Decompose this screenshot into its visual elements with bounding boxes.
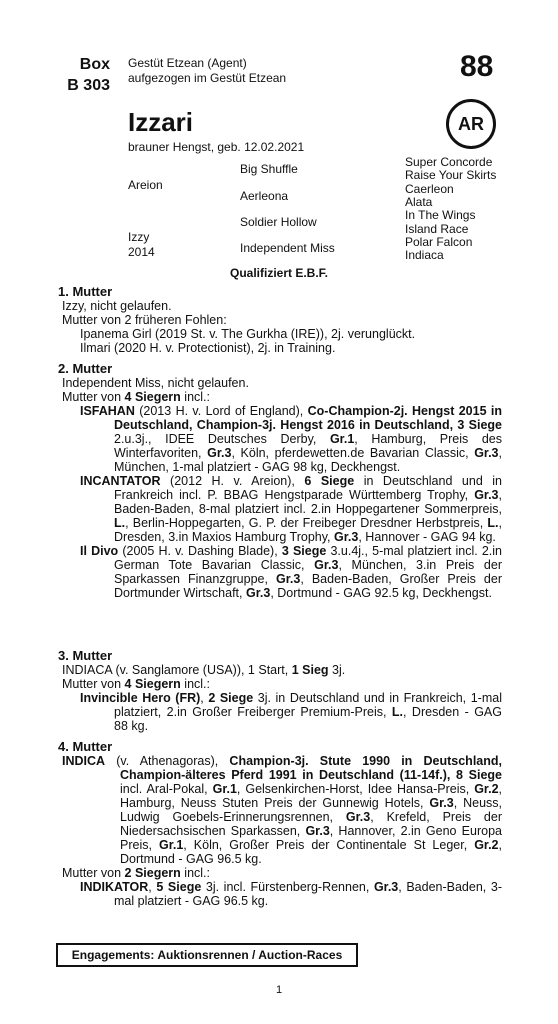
agent-line-2: aufgezogen im Gestüt Etzean bbox=[128, 71, 287, 85]
section-title: 3. Mutter bbox=[58, 648, 113, 663]
pedigree-great-grandparent: Super Concorde bbox=[405, 155, 493, 169]
pedigree-great-grandparent: Caerleon bbox=[405, 182, 454, 196]
produce-line: Mutter von 4 Siegern incl.: bbox=[62, 677, 210, 691]
winner-entry-indikator: INDIKATOR, 5 Siege 3j. incl. Fürstenberg-Rennen, Gr.3, Baden-Baden, 3-mal platziert - GAG 96.5 kg. bbox=[80, 880, 502, 908]
pedigree-sire: Areion bbox=[128, 178, 163, 192]
foal-entry: Ipanema Girl (2019 St. v. The Gurkha (IRE)), 2j. verunglückt. bbox=[80, 327, 416, 341]
section-title: 4. Mutter bbox=[58, 739, 113, 754]
lot-number: 88 bbox=[460, 50, 494, 83]
produce-line: Mutter von 2 Siegern incl.: bbox=[62, 866, 210, 880]
pedigree-great-grandparent: Indiaca bbox=[405, 248, 444, 262]
agent-line-1: Gestüt Etzean (Agent) bbox=[128, 56, 247, 70]
produce-line: Mutter von 4 Siegern incl.: bbox=[62, 390, 210, 404]
pedigree-great-grandparent: In The Wings bbox=[405, 208, 476, 222]
pedigree-dam-year: 2014 bbox=[128, 245, 155, 259]
agent-info bbox=[128, 56, 286, 86]
section-title: 2. Mutter bbox=[58, 361, 113, 376]
horse-name: Izzari bbox=[128, 107, 194, 137]
section-title: 1. Mutter bbox=[58, 284, 113, 299]
box-label: Box bbox=[79, 56, 110, 73]
qualified-note: Qualifiziert E.B.F. bbox=[229, 266, 328, 280]
dam-line: Independent Miss, nicht gelaufen. bbox=[62, 376, 249, 390]
winner-entry-il-divo: Il Divo (2005 H. v. Dashing Blade), 3 Siege 3.u.4j., 5-mal platziert incl. 2.in German Tote Bavarian Classic, Gr.3, München, 3.in Preis der Sparkassen Finanzgruppe, Gr.3, Baden-Baden, Großer Preis der Dortmunder Wirtschaft, Gr.3, Dortmund - GAG 92.5 kg, Deckhengst. bbox=[80, 544, 503, 600]
section-mutter-1 bbox=[58, 285, 502, 355]
engagements-box bbox=[56, 943, 358, 967]
section-mutter-2 bbox=[58, 362, 502, 600]
engagements-label: Engagements: Auktionsrennen / Auction-Races bbox=[71, 948, 343, 962]
horse-description: brauner Hengst, geb. 12.02.2021 bbox=[128, 140, 305, 154]
pedigree-grandparent: Soldier Hollow bbox=[240, 215, 317, 229]
ar-badge-label: AR bbox=[458, 113, 484, 134]
pedigree-great-grandparent: Raise Your Skirts bbox=[405, 168, 497, 182]
winner-entry-incantator: INCANTATOR (2012 H. v. Areion), 6 Siege in Deutschland und in Frankreich incl. P. BBAG Hengstparade Württemberg Trophy, Gr.3, Baden-Baden, 8-mal platziert incl. 2.in Hoppegartener Sommerpreis, L., Berlin-Hoppegarten, G. P. der Freibeger Dresdner Herbstpreis, L., Dresden, 3.in Maxios Hamburg Trophy, Gr.3, Hannover - GAG 94 kg. bbox=[80, 474, 502, 544]
pedigree-grandparent: Independent Miss bbox=[240, 241, 335, 255]
winner-entry-invincible-hero: Invincible Hero (FR), 2 Siege 3j. in Deutschland und in Frankreich, 1-mal platziert, 2.in Großer Freiberger Premium-Preis, L., Dresden - GAG 88 kg. bbox=[80, 691, 502, 733]
pedigree-great-grandparent: Alata bbox=[405, 195, 433, 209]
box-number: B 303 bbox=[67, 77, 110, 94]
winner-entry-isfahan: ISFAHAN (2013 H. v. Lord of England), Co-Champion-2j. Hengst 2015 in Deutschland, Champion-3j. Hengst 2016 in Deutschland, 3 Siege 2.u.3j., IDEE Deutsches Derby, Gr.1, Hamburg, Preis des Winterfavoriten, Gr.3, Köln, pferdewetten.de Bavarian Classic, Gr.3, München, 1-mal platziert - GAG 98 kg, Deckhengst. bbox=[80, 404, 503, 474]
page-number: 1 bbox=[275, 984, 283, 996]
produce-line: Mutter von 2 früheren Fohlen: bbox=[62, 313, 227, 327]
dam-entry-indica: INDICA (v. Athenagoras), Champion-3j. Stute 1990 in Deutschland, Champion-älteres Pferd 1991 in Deutschland (11-14f.), 8 Siege incl. Aral-Pokal, Gr.1, Gelsenkirchen-Horst, Idee Hansa-Preis, Gr.2, Hamburg, Neuss Stuten Preis der Gunnewig Hotels, Gr.3, Neuss, Ludwig Goebels-Erinnerungsrennen, Gr.3, Krefeld, Preis der Niedersachsischen Sparkassen, Gr.3, Hannover, 2.in Geno Europa Preis, Gr.1, Köln, Großer Preis der Continentale St Leger, Gr.2, Dortmund - GAG 96.5 kg. bbox=[62, 754, 503, 866]
ar-badge bbox=[446, 99, 496, 149]
pedigree-great-grandparent: Island Race bbox=[405, 222, 469, 236]
section-mutter-3 bbox=[58, 649, 502, 733]
pedigree-grandparent: Aerleona bbox=[240, 189, 289, 203]
pedigree-great-grandparent: Polar Falcon bbox=[405, 235, 473, 249]
dam-line: Izzy, nicht gelaufen. bbox=[62, 299, 172, 313]
section-mutter-4 bbox=[58, 740, 502, 908]
dam-line: INDIACA (v. Sanglamore (USA)), 1 Start, 1 Sieg 3j. bbox=[62, 663, 346, 677]
pedigree-grandparent: Big Shuffle bbox=[240, 162, 298, 176]
foal-entry: Ilmari (2020 H. v. Protectionist), 2j. in Training. bbox=[80, 341, 336, 355]
box-info bbox=[58, 54, 110, 96]
pedigree-dam: Izzy bbox=[128, 230, 150, 244]
